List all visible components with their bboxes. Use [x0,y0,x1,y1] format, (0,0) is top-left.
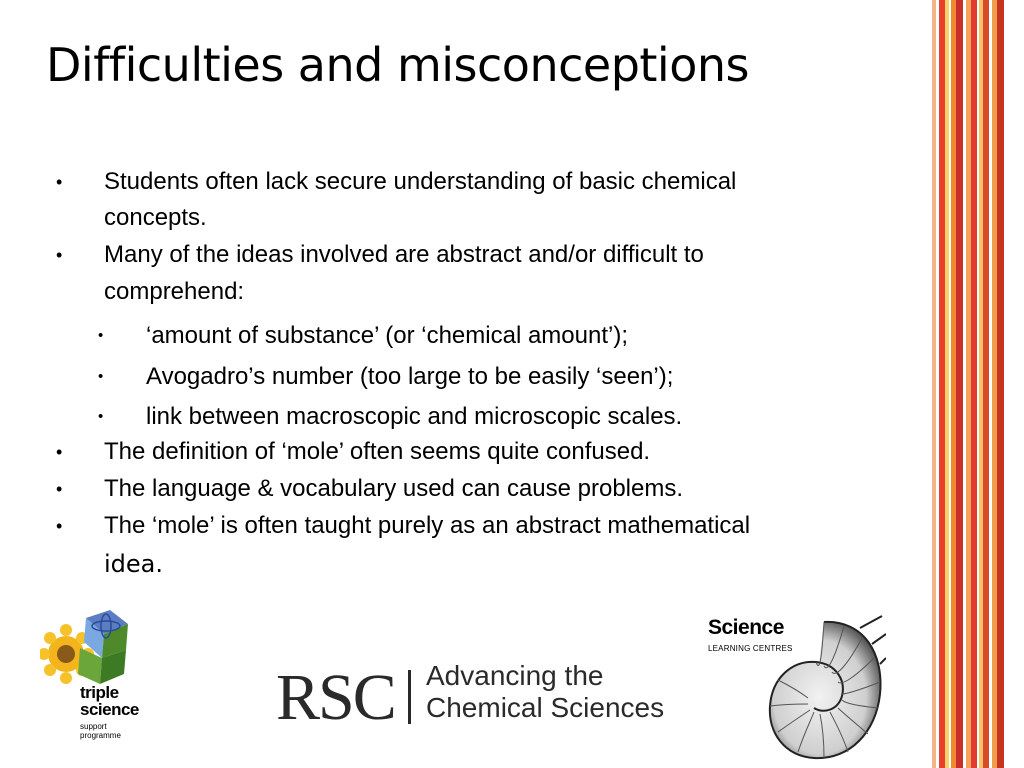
sub-bullet-dot: • [98,368,104,385]
stripe [997,0,1004,768]
bullet-text: Many of the ideas involved are abstract and/or difficult to [104,241,704,268]
science-learning-centres-logo [706,614,886,764]
logo-text-line: triple [80,683,119,702]
logo-text-line: programme [80,731,121,740]
sub-bullet-text: Avogadro’s number (too large to be easily ‘seen’); [146,363,674,390]
nautilus-shell-icon [764,614,886,764]
sub-bullet-dot: • [98,408,104,425]
rsc-tagline-line1: Advancing the [426,660,604,691]
rsc-wordmark: RSC [276,661,395,734]
bullet-dot: • [56,442,63,462]
sub-bullet-text: link between macroscopic and microscopic scales. [146,403,683,430]
logo-text-line: science [80,700,139,719]
bullet-dot: • [56,245,63,265]
bullet-text: Students often lack secure understanding of basic chemical [104,168,737,195]
rsc-divider [408,670,411,724]
sub-bullet-dot: • [98,327,104,344]
bullet-dot: • [56,479,63,499]
bullet-dot: • [56,172,63,192]
logo-text-line: support [80,722,107,731]
triple-science-logo [40,608,160,758]
triple-science-tagline [80,722,121,740]
stripe [956,0,963,768]
slc-title: Science [708,616,784,639]
slide-title: Difficulties and misconceptions [46,38,749,92]
triple-science-wordmark [80,684,139,718]
sub-bullet-text: ‘amount of substance’ (or ‘chemical amount’); [146,322,628,349]
bullet-text: The definition of ‘mole’ often seems quite confused. [104,438,651,465]
bullet-text: The ‘mole’ is often taught purely as an abstract mathematical [104,512,751,539]
bullet-text: The language & vocabulary used can cause problems. [104,475,684,502]
bullet-text-cont: comprehend: [104,278,245,305]
bullet-text-cont: idea. [104,550,164,578]
bullet-text-cont: concepts. [104,204,207,231]
decorative-stripes [932,0,1024,768]
slc-subtitle: LEARNING CENTRES [708,644,793,653]
bullet-dot: • [56,516,63,536]
rsc-tagline-line2: Chemical Sciences [426,692,665,723]
